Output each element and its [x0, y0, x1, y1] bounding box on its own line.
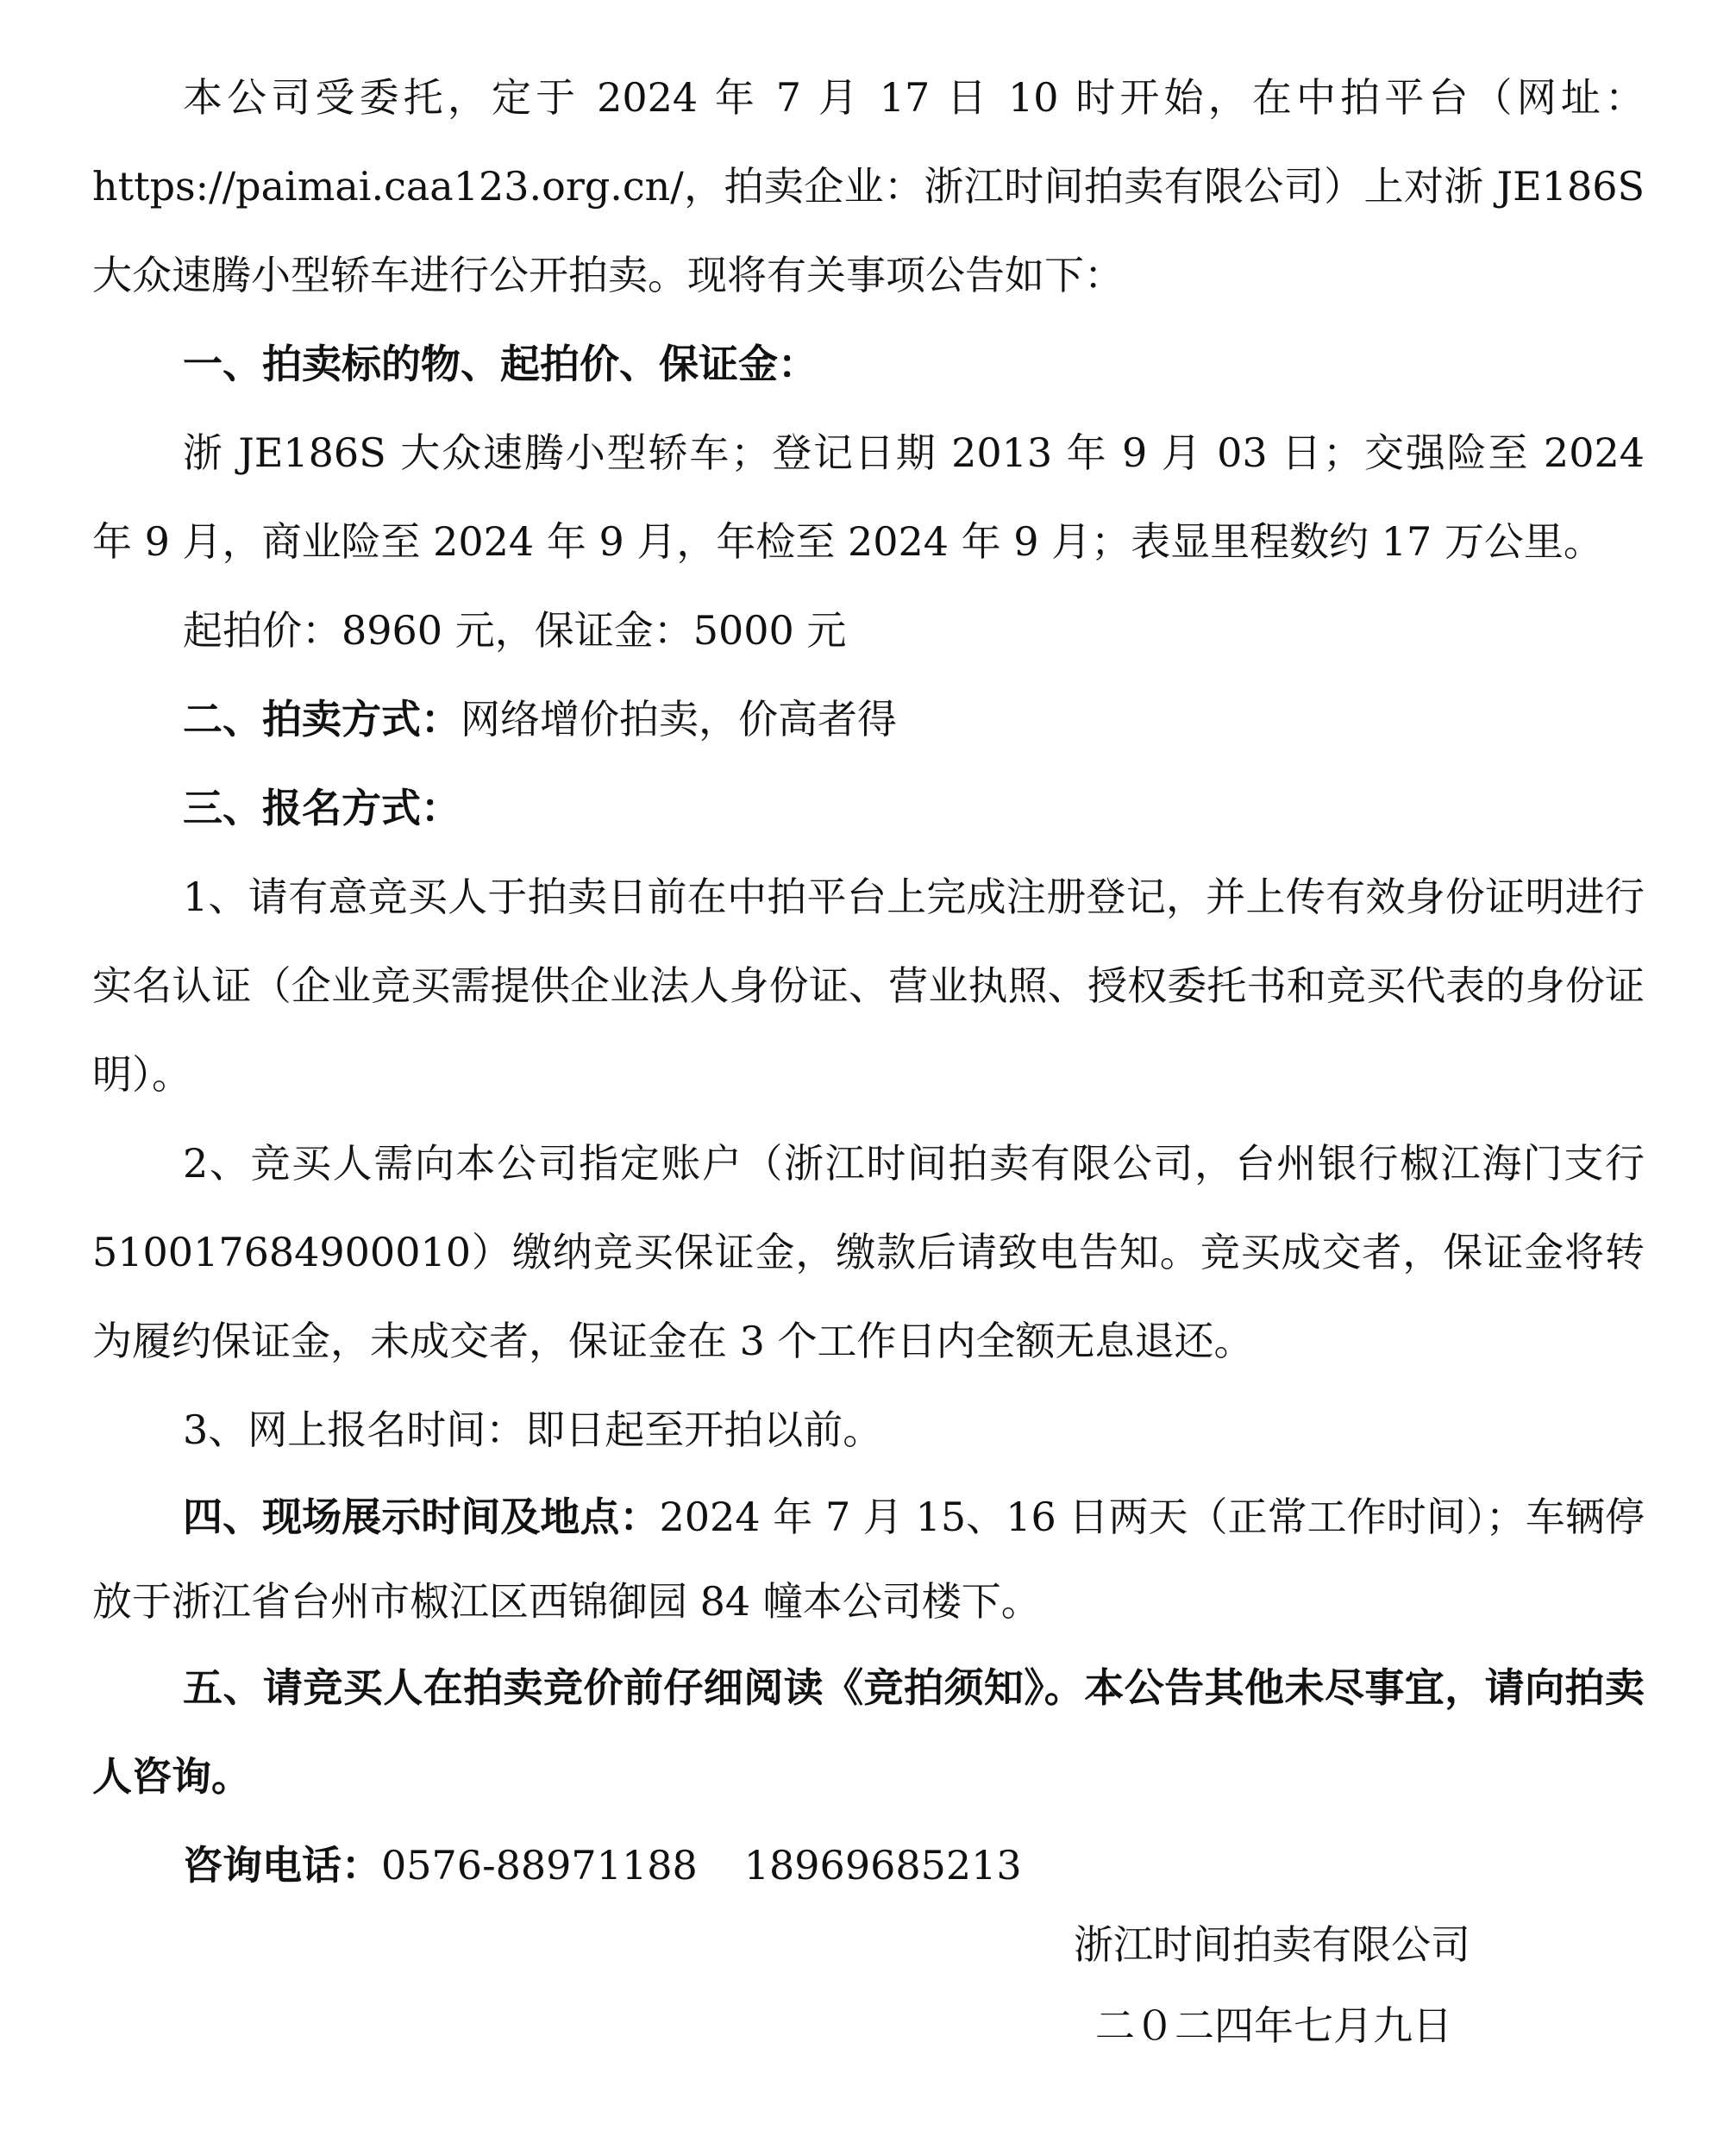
section4-text: 2024 年 7 月 15、16 日两天（正常工作时间）；车辆停放于浙江省台州市椒江区西锦御园 84 幢本公司楼下。 — [92, 1494, 1645, 1625]
contact-paragraph — [92, 1821, 1645, 1910]
section2-paragraph — [92, 675, 1645, 764]
intro-paragraph: 本公司受委托，定于 2024 年 7 月 17 日 10 时开始，在中拍平台（网址：https://paimai.caa123.org.cn/，拍卖企业：浙江时间拍卖有限公司）上对浙 JE186S 大众速腾小型轿车进行公开拍卖。现将有关事项公告如下： — [92, 74, 1645, 298]
section3-item1: 1、请有意竞买人于拍卖日前在中拍平台上完成注册登记，并上传有效身份证明进行实名认证（企业竞买需提供企业法人身份证、营业执照、授权委托书和竞买代表的身份证明）。 — [92, 874, 1645, 1098]
section4-paragraph — [92, 1475, 1645, 1644]
section2-heading: 二、拍卖方式： — [183, 696, 461, 742]
section1-item-description: 浙 JE186S 大众速腾小型轿车；登记日期 2013 年 9 月 03 日；交强险至 2024 年 9 月，商业险至 2024 年 9 月，年检至 2024 年 9 月；表显里程数约 17 万公里。 — [92, 429, 1645, 565]
section3-item3: 3、网上报名时间：即日起至开拍以前。 — [183, 1406, 883, 1453]
section1-heading: 一、拍卖标的物、起拍价、保证金： — [183, 341, 818, 387]
signature-company: 浙江时间拍卖有限公司 — [1074, 1921, 1470, 1968]
section5-paragraph: 五、请竞买人在拍卖竞价前仔细阅读《竞拍须知》。本公告其他未尽事宜，请向拍卖人咨询。 — [92, 1664, 1645, 1800]
section2-text: 网络增价拍卖，价高者得 — [461, 696, 897, 742]
section4-heading: 四、现场展示时间及地点： — [183, 1494, 660, 1540]
announcement-body — [92, 53, 1645, 1910]
signature-date: 二０二四年七月九日 — [1095, 2002, 1452, 2049]
contact-phone-1: 0576-88971188 — [381, 1842, 698, 1889]
section3-heading: 三、报名方式： — [183, 785, 461, 831]
section3-item2: 2、竞买人需向本公司指定账户（浙江时间拍卖有限公司，台州银行椒江海门支行 510017684900010）缴纳竞买保证金，缴款后请致电告知。竞买成交者，保证金将转为履约保证金，未成交者，保证金在 3 个工作日内全额无息退还。 — [92, 1140, 1645, 1364]
contact-label: 咨询电话： — [183, 1842, 381, 1889]
contact-phone-2: 18969685213 — [743, 1842, 1022, 1889]
section1-price: 起拍价：8960 元，保证金：5000 元 — [183, 607, 847, 654]
